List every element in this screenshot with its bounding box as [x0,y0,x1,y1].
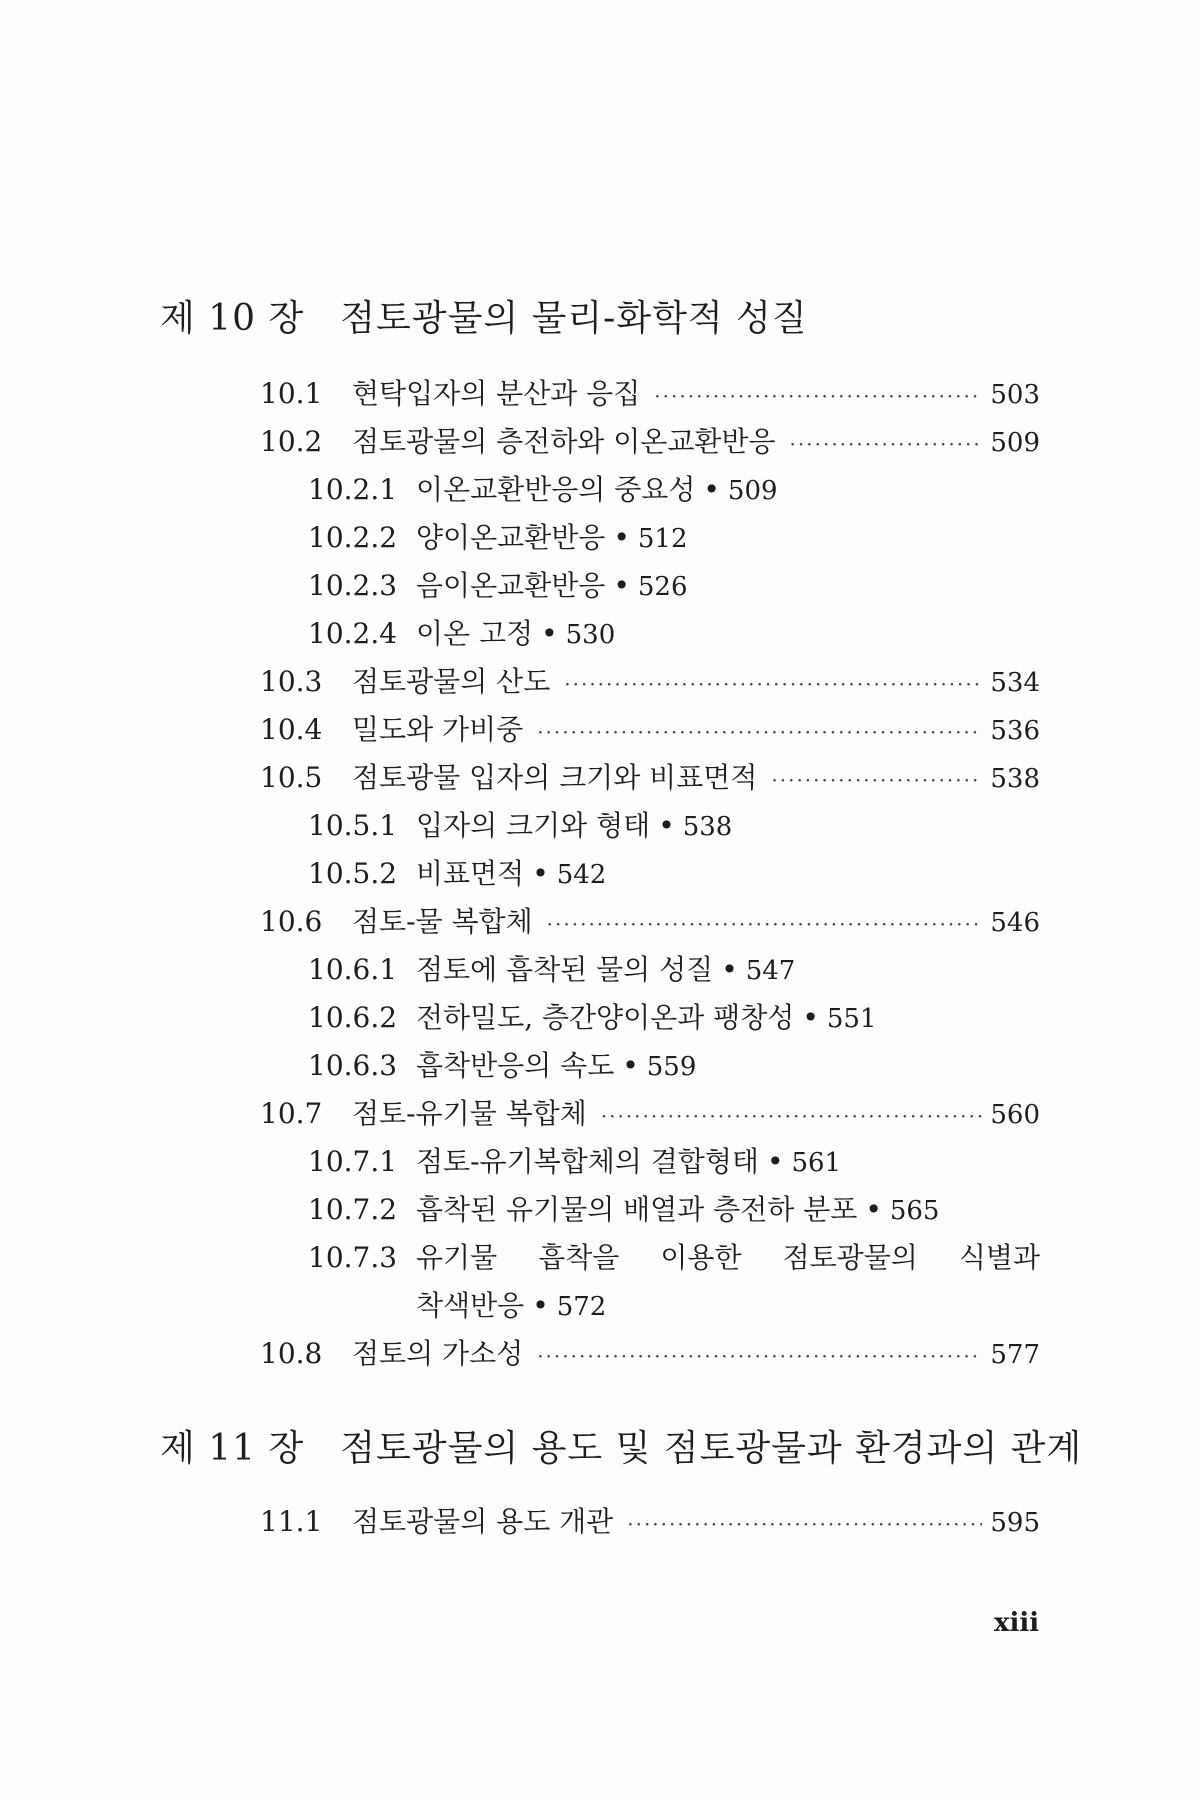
toc-subentry[interactable] [308,468,778,508]
section-number: 10.6.1 [308,953,398,986]
section-number: 10.2.4 [308,617,398,650]
toc-entry[interactable] [260,1092,1040,1132]
toc-subentry[interactable] [308,948,795,988]
page-ref: 509 [727,476,778,506]
page-ref: 512 [637,524,688,554]
page-ref: 530 [565,620,616,650]
toc-entry[interactable] [260,1332,1040,1372]
dot-leader [790,432,983,456]
section-title: 점토광물의 산도 [352,665,551,698]
toc-subentry[interactable] [308,612,615,652]
toc-subentry-continuation [416,1284,606,1324]
section-title: 점토-유기복합체의 결합형태 [416,1145,759,1178]
page-ref: 536 [990,716,1040,746]
bullet-separator: • [865,1193,882,1226]
chapter-10-heading [160,290,808,341]
bullet-separator: • [613,521,630,554]
page-ref: 561 [791,1148,842,1178]
section-title: 점토광물 입자의 크기와 비표면적 [352,761,758,794]
chapter-number: 제 10 장 [160,298,305,339]
toc-entry[interactable] [260,708,1040,748]
bullet-separator: • [703,473,720,506]
bullet-separator: • [622,1049,639,1082]
section-number: 10.8 [260,1337,323,1370]
page-ref: 503 [990,380,1040,410]
page-ref: 526 [637,572,688,602]
section-title: 점토광물의 층전하와 이온교환반응 [352,425,776,458]
page-ref: 551 [826,1004,877,1034]
section-title: 음이온교환반응 [416,569,606,602]
section-number: 10.7.3 [308,1241,398,1274]
page-ref: 595 [990,1508,1040,1538]
dot-leader [564,672,982,696]
bullet-separator: • [613,569,630,602]
section-title: 점토-유기물 복합체 [352,1097,587,1130]
toc-subentry[interactable] [308,1044,696,1084]
section-number: 10.7.2 [308,1193,398,1226]
section-number: 10.7.1 [308,1145,398,1178]
section-title: 이온교환반응의 중요성 [416,473,696,506]
page-ref: 547 [745,956,796,986]
section-title: 점토광물의 용도 개관 [352,1505,614,1538]
toc-subentry[interactable] [308,516,688,556]
chapter-11-heading [160,1420,1082,1471]
page-ref: 509 [990,428,1040,458]
title-word: 식별과 [958,1241,1040,1274]
bullet-separator: • [541,617,558,650]
page-ref: 577 [990,1340,1040,1370]
dot-leader [654,384,982,408]
section-title: 점토-물 복합체 [352,905,533,938]
page-ref: 559 [646,1052,697,1082]
page-ref: 538 [990,764,1040,794]
section-number: 10.6 [260,905,323,938]
dot-leader [601,1104,983,1128]
page-ref: 542 [556,860,607,890]
bullet-separator: • [802,1001,819,1034]
dot-leader [627,1512,982,1536]
bullet-separator: • [721,953,738,986]
toc-subentry[interactable] [308,1188,939,1228]
toc-subentry[interactable] [308,1140,841,1180]
section-number: 10.1 [260,377,323,410]
section-number: 10.5 [260,761,323,794]
toc-subentry[interactable] [308,996,876,1036]
section-number: 10.2.3 [308,569,398,602]
section-title: 이온 고정 [416,617,534,650]
title-word: 점토광물의 [782,1241,918,1274]
chapter-title: 점토광물의 용도 및 점토광물과 환경과의 관계 [340,1428,1083,1469]
title-word: 유기물 [416,1241,498,1274]
dot-leader [537,1344,982,1368]
toc-subentry[interactable] [308,564,688,604]
section-title: 전하밀도, 층간양이온과 팽창성 [416,1001,795,1034]
section-number: 10.5.1 [308,809,398,842]
page-ref: 538 [682,812,733,842]
section-title: 점토에 흡착된 물의 성질 [416,953,714,986]
toc-entry[interactable] [260,900,1040,940]
bullet-separator: • [766,1145,784,1178]
toc-entry[interactable] [260,420,1040,460]
section-number: 10.5.2 [308,857,398,890]
section-title: 양이온교환반응 [416,521,606,554]
toc-entry[interactable] [260,660,1040,700]
chapter-number: 제 11 장 [160,1428,305,1469]
bullet-separator: • [532,1289,549,1322]
toc-subentry[interactable] [308,804,732,844]
section-title: 흡착반응의 속도 [416,1049,615,1082]
chapter-title: 점토광물의 물리-화학적 성질 [340,298,808,339]
section-title: 현탁입자의 분산과 응집 [352,377,641,410]
section-number: 10.6.3 [308,1049,398,1082]
dot-leader [537,720,982,744]
section-number: 10.2.1 [308,473,398,506]
section-title [416,1236,1040,1276]
section-title: 점토의 가소성 [352,1337,524,1370]
toc-subentry[interactable] [308,1236,1040,1276]
dot-leader [771,768,982,792]
toc-subentry[interactable] [308,852,606,892]
section-number: 10.6.2 [308,1001,398,1034]
section-number: 10.4 [260,713,323,746]
page-ref: 546 [990,908,1040,938]
section-title: 비표면적 [416,857,525,890]
bullet-separator: • [658,809,675,842]
section-number: 11.1 [260,1505,323,1538]
section-number: 10.2.2 [308,521,398,554]
dot-leader [547,912,983,936]
page-ref: 534 [990,668,1040,698]
toc-entry[interactable] [260,756,1040,796]
section-number: 10.2 [260,425,323,458]
bullet-separator: • [532,857,549,890]
page-ref: 572 [556,1292,607,1322]
toc-entry[interactable] [260,1500,1040,1540]
section-title-continued: 착색반응 [416,1289,525,1322]
section-number: 10.7 [260,1097,323,1130]
section-title: 밀도와 가비중 [352,713,524,746]
section-title: 흡착된 유기물의 배열과 층전하 분포 [416,1193,858,1226]
page-ref: 560 [990,1100,1040,1130]
section-number: 10.3 [260,665,323,698]
page-ref: 565 [889,1196,940,1226]
page-number: xiii [994,1608,1040,1638]
title-word: 흡착을 [538,1241,620,1274]
section-title: 입자의 크기와 형태 [416,809,651,842]
toc-entry[interactable] [260,372,1040,412]
title-word: 이용한 [660,1241,742,1274]
